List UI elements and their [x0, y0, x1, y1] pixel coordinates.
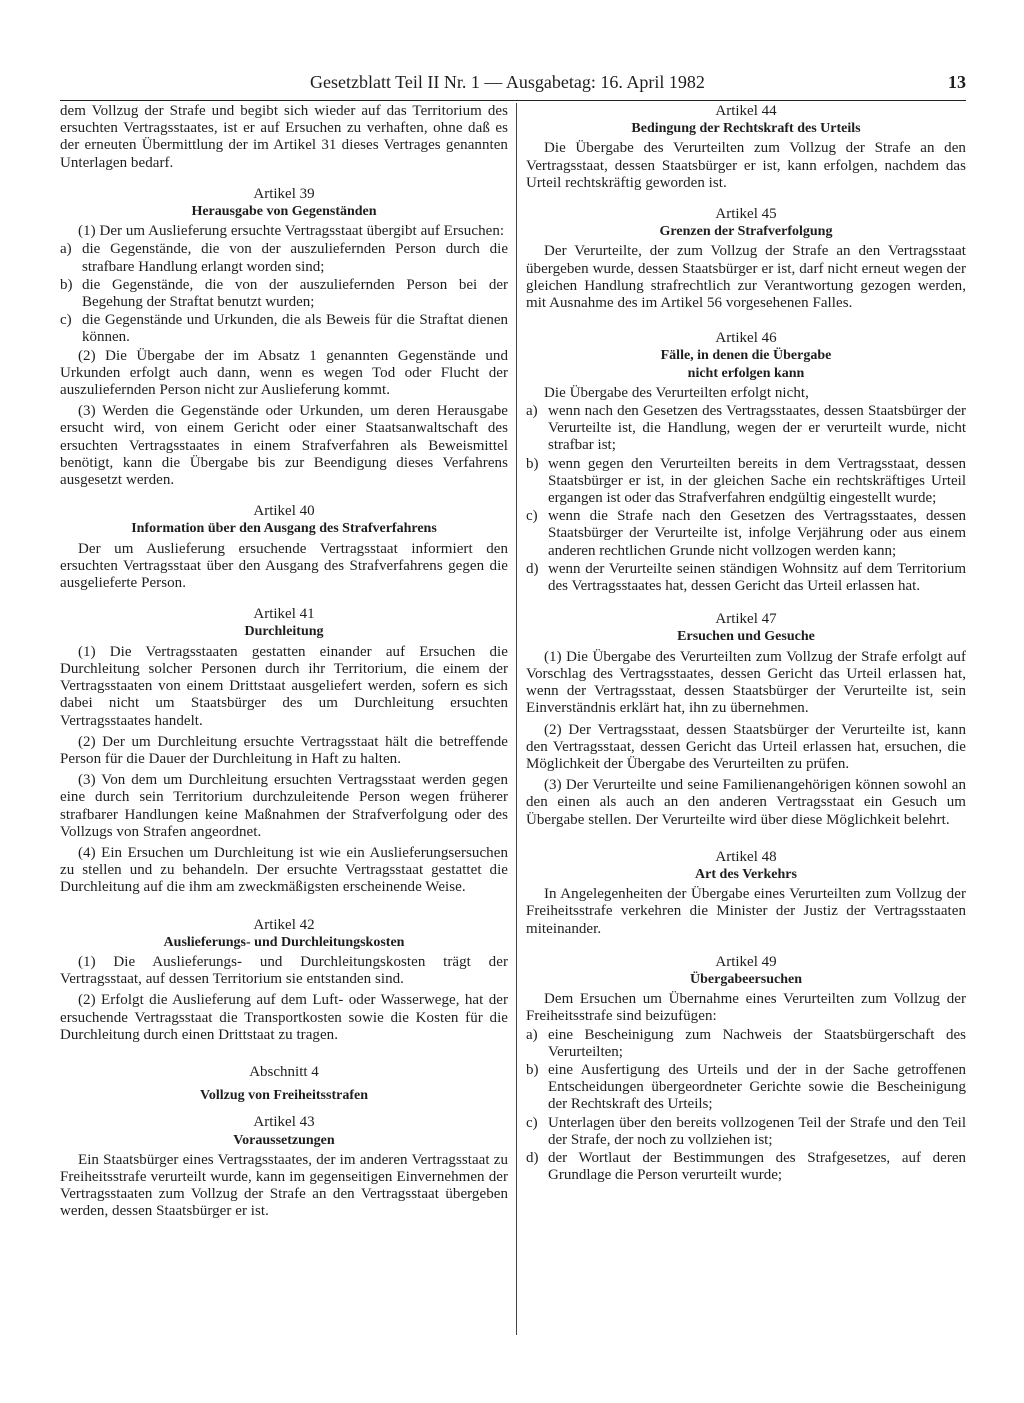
- list-item-label: b): [526, 455, 539, 472]
- list-item-label: d): [526, 1149, 539, 1166]
- article-47-para-1: (1) Die Übergabe des Verurteilten zum Vollzug der Strafe erfolgt auf Vorschlag des Vertragsstaates, dessen Gericht das Urteil erlassen hat, wenn der Vertragsstaat, dessen Staatsbürger der Verurteilte ist, sein Einverständnis erklärt hat, ihn zu übernehmen.: [526, 648, 966, 717]
- list-item: [526, 456, 966, 508]
- article-49-heading: Übergabeersuchen: [690, 971, 802, 987]
- list-item-label: a): [526, 403, 538, 420]
- list-item: [60, 241, 508, 275]
- list-item-text: Unterlagen über den bereits vollzogenen Teil der Strafe und den Teil der Strafe, der noch zu vollziehen ist;: [548, 1114, 966, 1148]
- article-44-para-1: Die Übergabe des Verurteilten zum Vollzug der Strafe an den Vertragsstaat, dessen Staatsbürger er ist, kann erfolgen, nachdem das Urteil rechtskräftig geworden ist.: [526, 140, 966, 191]
- article-40-heading: Information über den Ausgang des Strafverfahrens: [131, 521, 437, 537]
- list-item-text: eine Bescheinigung zum Nachweis der Staatsbürgerschaft des Verurteilten;: [548, 1026, 966, 1060]
- list-item: [60, 277, 508, 311]
- article-42-heading: Auslieferungs- und Durchleitungskosten: [163, 934, 405, 950]
- list-item: [526, 1115, 966, 1149]
- article-43-para-1: Ein Staatsbürger eines Vertragsstaates, der im anderen Vertragsstaat zu Freiheitsstrafe verurteilt wurde, kann im gegenseitigen Einvernehmen der Vertragsstaaten zum Vollzug der Strafe an den Vertragsstaat übergeben werden, dessen Staatsbürger er ist.: [60, 1151, 508, 1220]
- article-48-para-1: In Angelegenheiten der Übergabe eines Verurteilten zum Vollzug der Freiheitsstrafe verkehren die Minister der Justiz der Vertragsstaaten miteinander.: [526, 886, 966, 937]
- article-41-para-4: (4) Ein Ersuchen um Durchleitung ist wie ein Auslieferungsersuchen zu stellen und zu behandeln. Der ersuchte Vertragsstaat gestattet die Durchleitung auf die ihm am zweckmäßigsten erscheinende Weise.: [60, 844, 508, 896]
- article-43-label: Artikel 43: [253, 1114, 315, 1131]
- article-40-para-1: Der um Auslieferung ersuchende Vertragsstaat informiert den ersuchten Vertragsstaat über den Ausgang des Strafverfahrens gegen die ausgelieferte Person.: [60, 540, 508, 592]
- section-4-heading: Vollzug von Freiheitsstrafen: [200, 1088, 368, 1104]
- list-item: [526, 508, 966, 560]
- list-item: [526, 1062, 966, 1114]
- article-46-heading-line-1: Fälle, in denen die Übergabe: [660, 348, 832, 364]
- list-item-label: a): [60, 241, 72, 258]
- list-item-text: wenn der Verurteilte seinen ständigen Wohnsitz auf dem Territorium des Vertragsstaates hat, dessen Gericht das Urteil erlassen hat.: [548, 560, 966, 595]
- list-item-label: c): [60, 312, 72, 329]
- article-39-label: Artikel 39: [253, 185, 315, 202]
- article-48-label: Artikel 48: [715, 848, 777, 865]
- article-39-para-2: (2) Die Übergabe der im Absatz 1 genannten Gegenstände und Urkunden erfolgt auch dann, wenn es wegen Tod oder Flucht der auszuliefernden Person nicht zur Auslieferung kommt.: [60, 347, 508, 399]
- list-item: [526, 561, 966, 595]
- article-49-label: Artikel 49: [715, 953, 777, 970]
- list-item: [526, 1150, 966, 1184]
- list-item-label: b): [526, 1061, 539, 1078]
- gazette-title: Gesetzblatt Teil II Nr. 1 — Ausgabetag: 16. April 1982: [310, 72, 705, 92]
- list-item-text: die Gegenstände, die von der auszuliefernden Person bei der Begehung der Straftat benutzt wurden;: [82, 276, 508, 311]
- article-49-para-1: Dem Ersuchen um Übernahme eines Verurteilten zum Vollzug der Freiheitsstrafe sind beizufügen:: [526, 991, 966, 1025]
- article-42-label: Artikel 42: [253, 916, 315, 933]
- article-43-heading: Voraussetzungen: [233, 1132, 335, 1148]
- article-46-label: Artikel 46: [715, 330, 777, 347]
- article-41-heading: Durchleitung: [244, 624, 324, 640]
- article-39-para-3: (3) Werden die Gegenstände oder Urkunden, um deren Herausgabe ersucht wird, von einem Gericht oder einer Staatsanwaltschaft des ersuchten Vertragsstaates in einem Strafverfahren als Beweismittel benötigt, kann die Übergabe bis zur Beendigung dieses Verfahrens ausgesetzt werden.: [60, 403, 508, 489]
- list-item: [60, 312, 508, 346]
- list-item-text: die Gegenstände und Urkunden, die als Beweis für die Straftat dienen können.: [82, 312, 508, 346]
- article-45-label: Artikel 45: [715, 206, 777, 223]
- article-46-para-1: Die Übergabe des Verurteilten erfolgt nicht,: [544, 384, 809, 401]
- article-42-para-2: (2) Erfolgt die Auslieferung auf dem Luft- oder Wasserwege, hat der ersuchende Vertragsstaat die Transportkosten sowie die Kosten für die Durchleitung durch einen Drittstaat zu tragen.: [60, 992, 508, 1043]
- page-header: [60, 70, 966, 101]
- list-item-text: wenn die Strafe nach den Gesetzen des Vertragsstaates, dessen Staatsbürger der Verurteilte ist, infolge Verjährung oder aus einem anderen rechtlichen Grunde nicht vollzogen werden kann;: [548, 508, 966, 559]
- list-item-text: wenn nach den Gesetzen des Vertragsstaates, dessen Staatsbürger der Verurteilte ist, die Handlung, wegen der er verurteilt wurde, nicht strafbar ist;: [548, 403, 966, 454]
- section-4-label: Abschnitt 4: [249, 1063, 319, 1080]
- continued-paragraph: dem Vollzug der Strafe und begibt sich wieder auf das Territorium des ersuchten Vertragsstaates, ist er auf Ersuchen zu verhaften, ohne daß es der erneuten Übermittlung der im Artikel 31 dieses Vertrages genannten Unterlagen bedarf.: [60, 103, 508, 171]
- article-47-para-2: (2) Der Vertragsstaat, dessen Staatsbürger der Verurteilte ist, kann den Vertragsstaat, dessen Gericht das Urteil erlassen hat, ersuchen, die Möglichkeit der Übergabe des Verurteilten zu prüfen.: [526, 721, 966, 772]
- list-item-label: b): [60, 276, 73, 293]
- right-column: [526, 103, 966, 1185]
- article-45-para-1: Der Verurteilte, der zum Vollzug der Strafe an den Vertragsstaat übergeben wurde, dessen Staatsbürger er ist, darf nicht erneut wegen der gleichen Handlung strafrechtlich zur Verantwortung gezogen werden, mit Ausnahme des im Artikel 56 vorgesehenen Falles.: [526, 243, 966, 312]
- list-item-label: d): [526, 560, 539, 577]
- article-41-para-1: (1) Die Vertragsstaaten gestatten einander auf Ersuchen die Durchleitung solcher Personen durch ihr Territorium, die einem der Vertragsstaaten von einem Drittstaat ausgeliefert werden, sofern es sich dabei nicht um Staatsbürger des um Durchleitung ersuchten Vertragsstaates handelt.: [60, 643, 508, 729]
- list-item: [526, 1027, 966, 1061]
- column-divider: [516, 103, 517, 1335]
- article-45-heading: Grenzen der Strafverfolgung: [659, 224, 833, 240]
- article-41-para-3: (3) Von dem um Durchleitung ersuchten Vertragsstaat werden gegen eine durch sein Territorium durchzuleitende Person wegen früherer strafbarer Handlungen keine Maßnahmen der Strafverfolgung oder des Vollzugs von Strafen angeordnet.: [60, 772, 508, 840]
- article-41-para-2: (2) Der um Durchleitung ersuchte Vertragsstaat hält die betreffende Person für die Dauer der Durchleitung in Haft zu halten.: [60, 733, 508, 767]
- article-48-heading: Art des Verkehrs: [695, 866, 797, 882]
- article-40-label: Artikel 40: [253, 503, 315, 520]
- article-39-heading: Herausgabe von Gegenständen: [191, 204, 377, 220]
- page-number: 13: [948, 72, 966, 92]
- list-item-text: wenn gegen den Verurteilten bereits in dem Vertragsstaat, dessen Staatsbürger er ist, in der gleichen Sache ein rechtskräftiges Urteil ergangen ist oder das Strafverfahren endgültig eingestellt wurde;: [548, 455, 966, 507]
- list-item-label: a): [526, 1026, 538, 1043]
- article-41-label: Artikel 41: [253, 606, 315, 623]
- left-column: [60, 103, 508, 1221]
- list-item-text: eine Ausfertigung des Urteils und der in der Sache getroffenen Entscheidungen übergeordneter Gerichte sowie die Bescheinigung der Rechtskraft des Urteils;: [548, 1061, 966, 1113]
- article-39-para-1: (1) Der um Auslieferung ersuchte Vertragsstaat übergibt auf Ersuchen:: [78, 223, 505, 240]
- article-44-label: Artikel 44: [715, 103, 777, 119]
- article-46-heading-line-2: nicht erfolgen kann: [687, 365, 805, 381]
- list-item-label: c): [526, 1114, 538, 1131]
- list-item-label: c): [526, 508, 538, 525]
- article-47-label: Artikel 47: [715, 611, 777, 628]
- article-47-para-3: (3) Der Verurteilte und seine Familienangehörigen können sowohl an den einen als auch an den anderen Vertragsstaat ein Gesuch um Übergabe stellen. Der Verurteilte wird über diese Möglichkeit belehrt.: [526, 777, 966, 828]
- list-item-text: der Wortlaut der Bestimmungen des Strafgesetzes, auf deren Grundlage die Person verurteilt wurde;: [548, 1149, 966, 1184]
- article-44-heading: Bedingung der Rechtskraft des Urteils: [631, 121, 861, 137]
- article-47-heading: Ersuchen und Gesuche: [677, 629, 815, 645]
- article-42-para-1: (1) Die Auslieferungs- und Durchleitungskosten trägt der Vertragsstaat, auf dessen Territorium sie entstanden sind.: [60, 953, 508, 988]
- list-item: [526, 403, 966, 455]
- list-item-text: die Gegenstände, die von der auszuliefernden Person durch die strafbare Handlung erlangt worden sind;: [82, 241, 508, 275]
